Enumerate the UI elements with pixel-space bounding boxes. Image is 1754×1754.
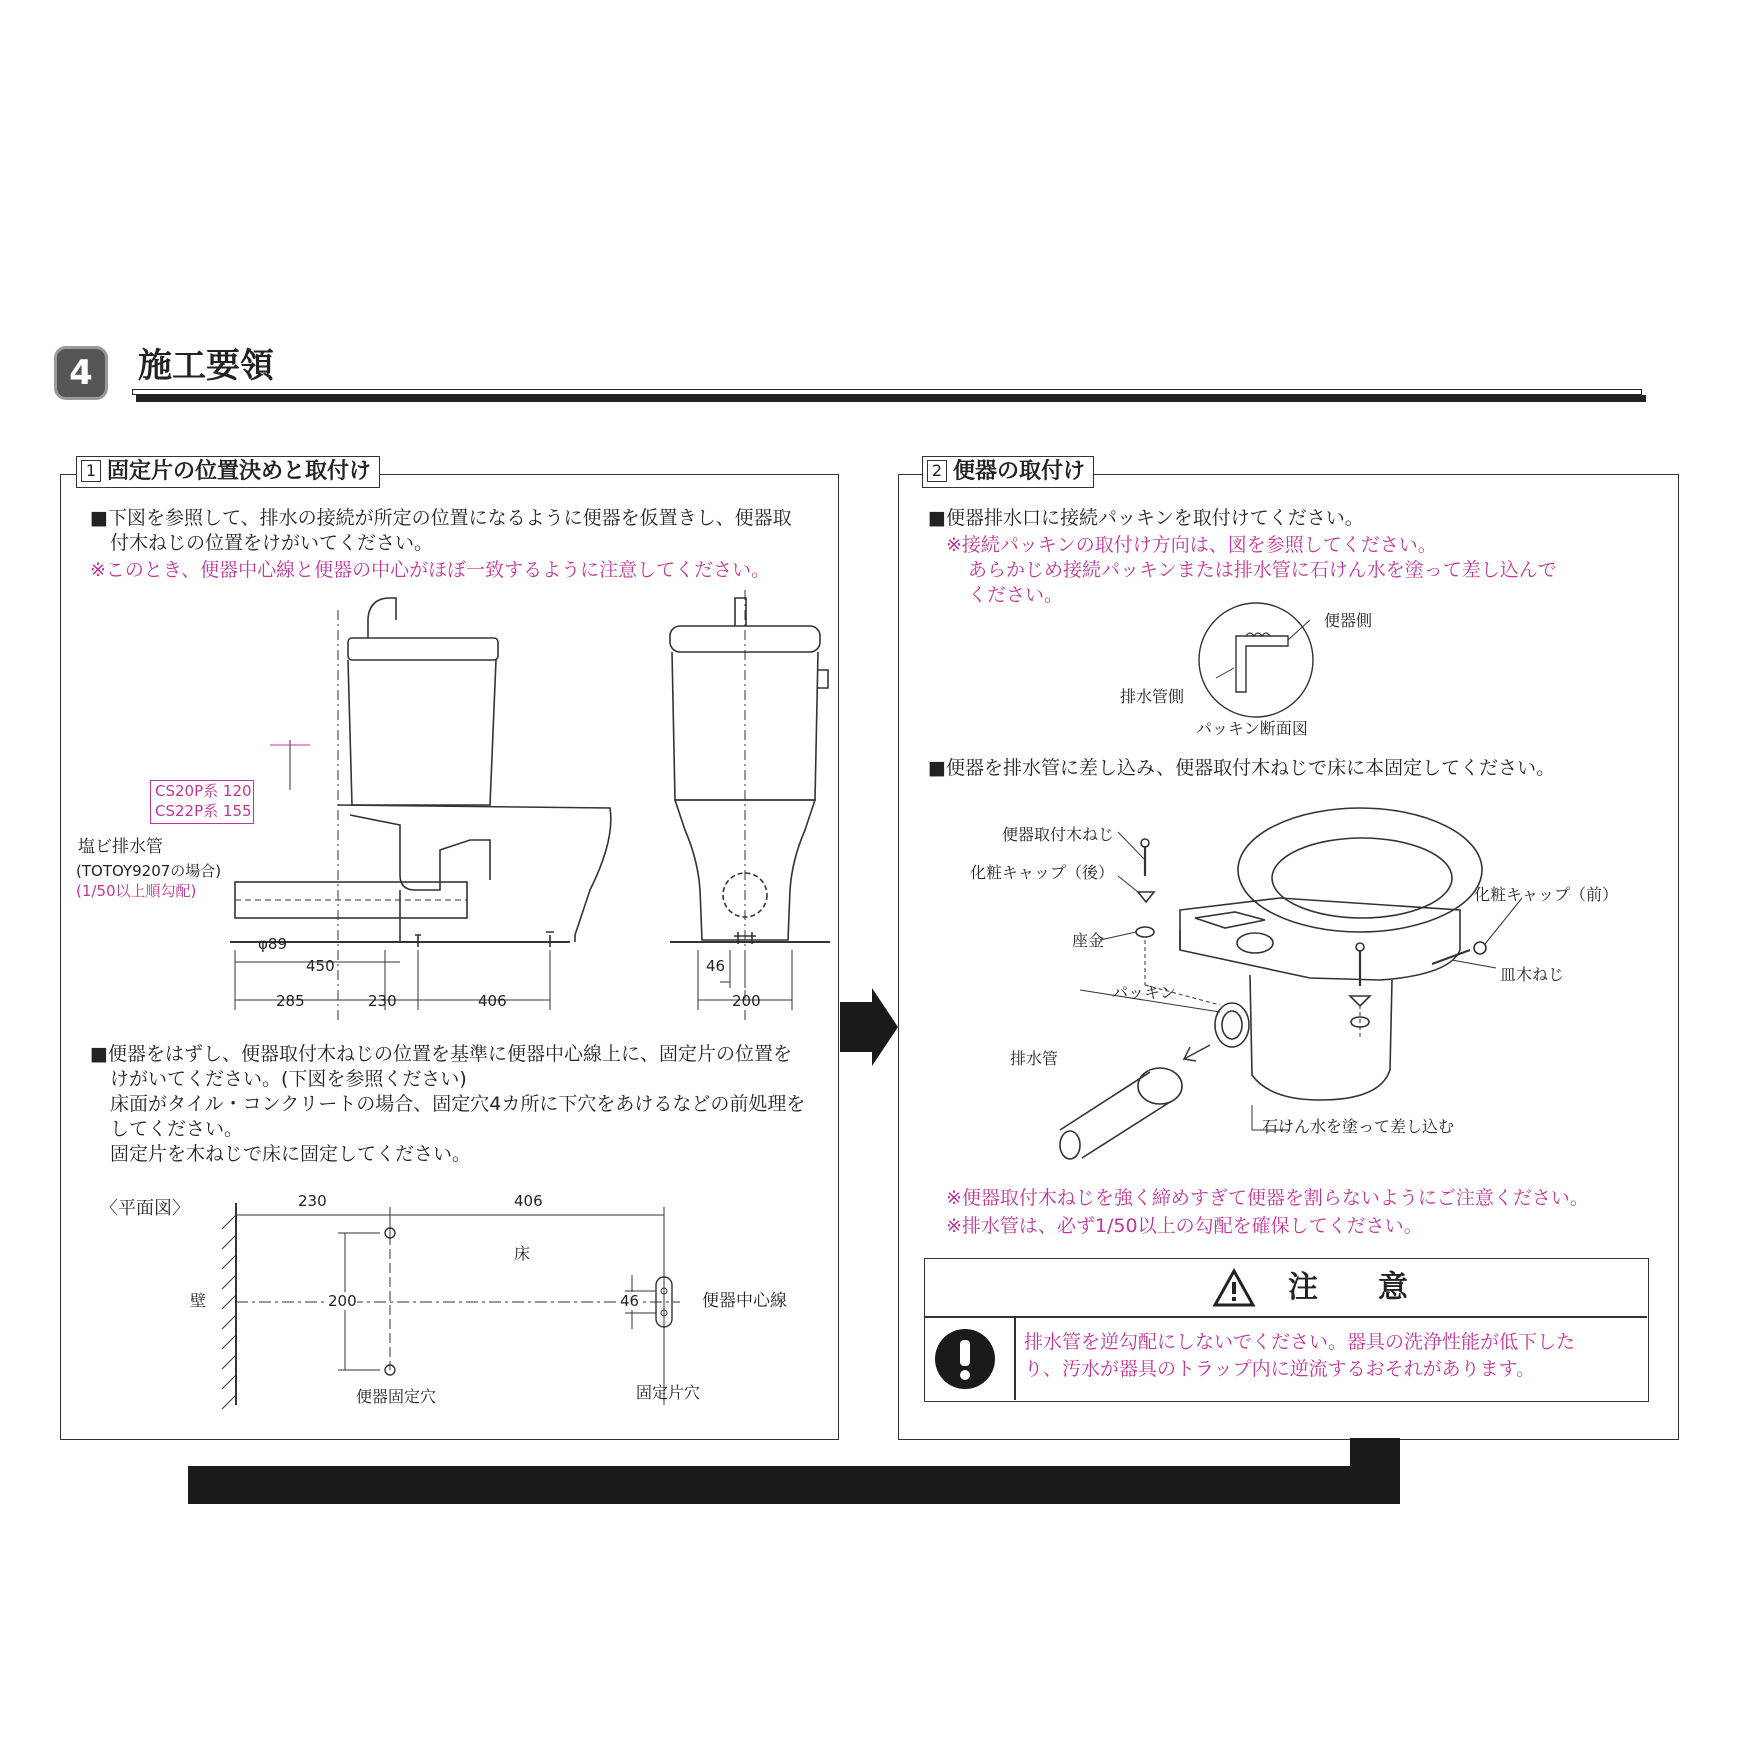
part-cap-front: 化粧キャップ（前） bbox=[1474, 885, 1619, 904]
step-number: 4 bbox=[69, 353, 93, 393]
plan-wall-label: 壁 bbox=[190, 1291, 207, 1310]
right-note1-line2: あらかじめ接続パッキンまたは排水管に石けん水を塗って差し込んで bbox=[968, 559, 1557, 581]
dim-406: 406 bbox=[478, 992, 507, 1010]
dim-285: 285 bbox=[276, 992, 305, 1010]
right-section-title: 便器の取付け bbox=[953, 459, 1086, 484]
right-line2: ■便器を排水管に差し込み、便器取付木ねじで床に本固定してください。 bbox=[928, 757, 1556, 779]
right-note3: ※排水管は、必ず1/50以上の勾配を確保してください。 bbox=[946, 1215, 1423, 1237]
step2-line3: 床面がタイル・コンクリートの場合、固定穴4カ所に下穴をあけるなどの前処理を bbox=[110, 1093, 806, 1115]
step-badge bbox=[54, 346, 108, 400]
plan-dim-46: 46 bbox=[620, 1292, 640, 1310]
plan-title: 〈平面図〉 bbox=[100, 1198, 190, 1219]
right-note1-line3: ください。 bbox=[968, 584, 1064, 606]
arrow-right-icon bbox=[838, 988, 900, 1066]
pipe-model-label: (TOTOY9207の場合) bbox=[76, 862, 222, 880]
part-cap-rear: 化粧キャップ（後） bbox=[970, 863, 1115, 882]
plan-view-drawing bbox=[200, 1195, 720, 1415]
dim-200: 200 bbox=[732, 992, 761, 1010]
plan-floor-label: 床 bbox=[514, 1244, 531, 1263]
footer-bar bbox=[188, 1466, 1400, 1504]
caution-text-line1: 排水管を逆勾配にしないでください。器具の洗浄性能が低下した bbox=[1024, 1331, 1576, 1353]
cs20p-label: CS20P系 120 bbox=[155, 782, 252, 800]
exclamation-circle-icon bbox=[934, 1328, 996, 1390]
plan-fix-hole-label: 固定片穴 bbox=[636, 1383, 701, 1402]
packing-caption: パッキン断面図 bbox=[1196, 719, 1308, 738]
warning-triangle-icon bbox=[1212, 1268, 1256, 1308]
dim-46: 46 bbox=[706, 957, 726, 975]
dim-450: 450 bbox=[306, 957, 335, 975]
plan-center-line-label: 便器中心線 bbox=[702, 1291, 787, 1311]
part-washer: 座金 bbox=[1072, 931, 1105, 950]
packing-pipe-side: 排水管側 bbox=[1120, 687, 1185, 706]
right-section-heading bbox=[922, 456, 1094, 488]
part-drain: 排水管 bbox=[1010, 1049, 1059, 1068]
plan-toilet-hole-label: 便器固定穴 bbox=[356, 1387, 437, 1406]
plan-dim-230: 230 bbox=[298, 1192, 327, 1210]
plan-dim-200: 200 bbox=[328, 1292, 357, 1310]
left-intro-line2: 付木ねじの位置をけがいてください。 bbox=[110, 532, 434, 554]
header-rule-shadow bbox=[136, 395, 1646, 402]
dim-230: 230 bbox=[368, 992, 397, 1010]
left-section-number: 1 bbox=[81, 460, 101, 482]
step2-line1: ■便器をはずし、便器取付木ねじの位置を基準に便器中心線上に、固定片の位置を bbox=[90, 1043, 792, 1065]
pipe-slope-label: (1/50以上順勾配) bbox=[76, 882, 197, 900]
step2-line2: けがいてください。(下図を参照ください) bbox=[110, 1068, 467, 1090]
diameter-label: φ89 bbox=[258, 935, 287, 953]
right-note2: ※便器取付木ねじを強く締めすぎて便器を割らないようにご注意ください。 bbox=[946, 1187, 1589, 1209]
caution-vdivider bbox=[1014, 1317, 1016, 1400]
footer-bar-tab bbox=[1350, 1438, 1400, 1472]
pipe-name-label: 塩ビ排水管 bbox=[78, 837, 163, 857]
caution-text-line2: り、汚水が器具のトラップ内に逆流するおそれがあります。 bbox=[1024, 1358, 1536, 1380]
left-note: ※このとき、便器中心線と便器の中心がほぼ一致するように注意してください。 bbox=[90, 559, 771, 581]
page-title: 施工要領 bbox=[138, 346, 274, 386]
part-screw: 便器取付木ねじ bbox=[1002, 825, 1115, 844]
left-section-heading bbox=[76, 456, 380, 488]
caution-heading: 注 意 bbox=[1288, 1270, 1408, 1305]
step2-line5: 固定片を木ねじで床に固定してください。 bbox=[110, 1143, 472, 1165]
part-soap: 石けん水を塗って差し込む bbox=[1262, 1117, 1455, 1136]
right-note1-line1: ※接続パッキンの取付け方向は、図を参照してください。 bbox=[946, 534, 1437, 556]
part-packing: パッキン bbox=[1112, 983, 1176, 1002]
right-section-number: 2 bbox=[927, 460, 947, 482]
packing-toilet-side: 便器側 bbox=[1324, 611, 1373, 630]
right-line1: ■便器排水口に接続パッキンを取付けてください。 bbox=[928, 507, 1364, 529]
caution-divider bbox=[925, 1316, 1647, 1318]
part-dish-screw: 皿木ねじ bbox=[1500, 965, 1565, 984]
left-intro-line1: ■下図を参照して、排水の接続が所定の位置になるように便器を仮置きし、便器取 bbox=[90, 507, 792, 529]
cs22p-label: CS22P系 155 bbox=[155, 802, 252, 820]
left-section-title: 固定片の位置決めと取付け bbox=[107, 459, 372, 484]
step2-line4: してください。 bbox=[110, 1118, 244, 1140]
packing-cross-section bbox=[1196, 600, 1316, 720]
plan-dim-406: 406 bbox=[514, 1192, 543, 1210]
